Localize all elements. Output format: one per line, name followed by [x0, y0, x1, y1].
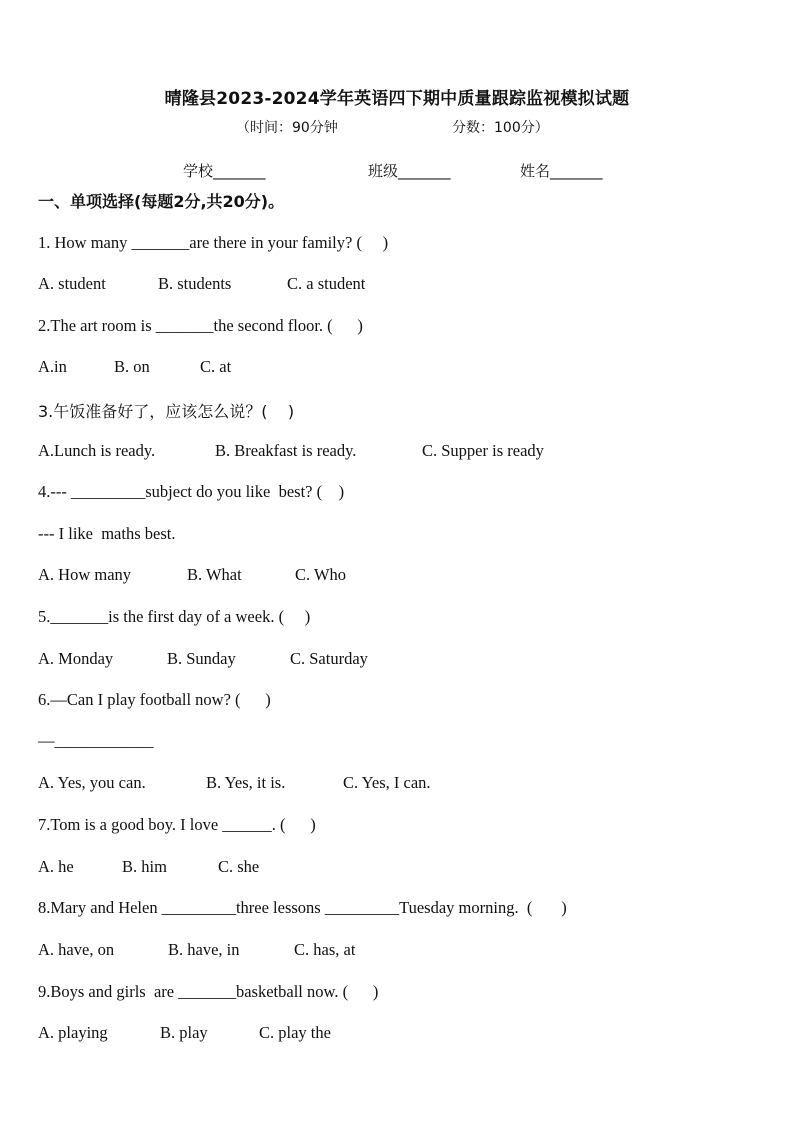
question-3-stem: 3.午饭准备好了，应该怎么说？( ) — [38, 402, 295, 421]
question-9-option-b: B. play — [160, 1023, 208, 1042]
question-7-stem: 7.Tom is a good boy. I love ______. ( ) — [38, 815, 316, 834]
question-4-option-a: A. How many — [38, 565, 132, 584]
question-1-option-c: C. a student — [287, 274, 366, 293]
question-5-option-b: B. Sunday — [167, 649, 236, 668]
question-3-option-c: C. Supper is ready — [422, 441, 544, 460]
question-8-option-b: B. have, in — [168, 940, 240, 959]
question-6-option-b: B. Yes, it is. — [206, 773, 286, 792]
question-4-option-c: C. Who — [295, 565, 347, 584]
question-5-option-a: A. Monday — [38, 649, 114, 668]
question-5-option-c: C. Saturday — [290, 649, 368, 668]
question-8-option-c: C. has, at — [294, 940, 356, 959]
question-2-stem: 2.The art room is _______the second floor. ( ) — [38, 316, 363, 335]
question-2-option-b: B. on — [114, 357, 150, 376]
question-6-option-a: A. Yes, you can. — [38, 773, 146, 792]
question-1-stem: 1. How many _______are there in your family? ( ) — [38, 233, 389, 252]
question-9-option-a: A. playing — [38, 1023, 108, 1042]
question-6-stem: 6.—Can I play football now? ( ) — [38, 690, 271, 709]
question-7-option-a: A. he — [38, 857, 74, 876]
class-field: 班级_______ — [368, 162, 451, 180]
question-5-stem: 5._______is the first day of a week. ( ) — [38, 607, 311, 626]
question-4-stem-reply: --- I like maths best. — [38, 524, 176, 543]
name-field: 姓名_______ — [520, 162, 603, 180]
section-title: 一、单项选择(每题2分,共20分)。 — [38, 192, 285, 211]
question-7-option-b: B. him — [122, 857, 167, 876]
question-8-option-a: A. have, on — [38, 940, 115, 959]
question-9-option-c: C. play the — [259, 1023, 331, 1042]
question-2-option-a: A.in — [38, 357, 67, 376]
question-6-stem-reply: —____________ — [38, 731, 154, 750]
page-title: 晴隆县2023-2024学年英语四下期中质量跟踪监视模拟试题 — [164, 89, 630, 109]
question-4-stem: 4.--- _________subject do you like best? ( ) — [38, 482, 345, 501]
question-4-option-b: B. What — [187, 565, 242, 584]
question-1-option-a: A. student — [38, 274, 106, 293]
question-2-option-c: C. at — [200, 357, 232, 376]
question-1-option-b: B. students — [158, 274, 232, 293]
question-8-stem: 8.Mary and Helen _________three lessons _________Tuesday morning. ( ) — [38, 898, 567, 917]
school-field: 学校_______ — [183, 162, 266, 180]
exam-time: （时间：90分钟 — [236, 120, 338, 136]
exam-score: 分数：100分） — [452, 120, 549, 136]
question-6-option-c: C. Yes, I can. — [343, 773, 431, 792]
question-7-option-c: C. she — [218, 857, 260, 876]
question-3-option-b: B. Breakfast is ready. — [215, 441, 357, 460]
question-9-stem: 9.Boys and girls are _______basketball now. ( ) — [38, 982, 379, 1001]
question-3-option-a: A.Lunch is ready. — [38, 441, 156, 460]
